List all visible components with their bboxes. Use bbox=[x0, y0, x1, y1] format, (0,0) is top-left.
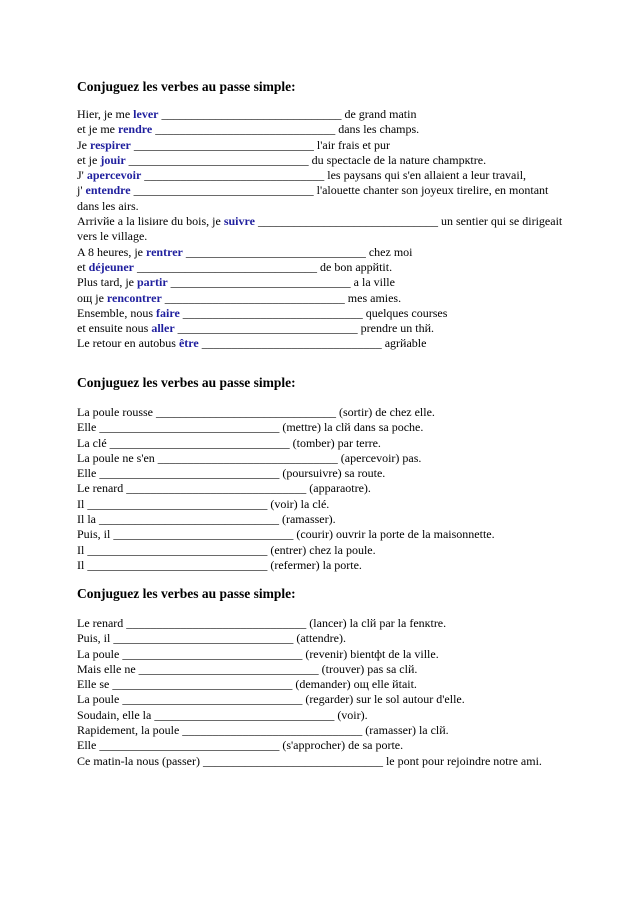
verb-word: aller bbox=[151, 321, 175, 336]
verb-word: rendre bbox=[117, 122, 153, 137]
exercise-line: Il la ______________________________ (ramasser). bbox=[77, 512, 336, 527]
line-text-after: ______________________________ l'air frais et pur bbox=[130, 137, 391, 152]
line-text-before: Plus tard, je bbox=[77, 275, 137, 290]
exercise-line bbox=[77, 291, 572, 306]
section-title: Conjuguez les verbes au passe simple: bbox=[77, 586, 296, 601]
exercise-line bbox=[77, 260, 572, 275]
exercise-line: La poule ______________________________ (regarder) sur le sol autour d'elle. bbox=[77, 692, 465, 707]
exercise-line: Il ______________________________ (refermer) la porte. bbox=[77, 557, 362, 572]
line-text-before: j' bbox=[77, 183, 86, 198]
exercise-line bbox=[77, 275, 572, 290]
line-text-after: ______________________________ prendre un thй. bbox=[174, 321, 435, 336]
exercise-line bbox=[77, 153, 572, 168]
verb-word: faire bbox=[156, 305, 180, 320]
line-text-before: Hier, je me bbox=[77, 107, 134, 121]
exercise-line: Il ______________________________ (voir) la clé. bbox=[77, 496, 330, 511]
line-text-after: ______________________________ de bon appйtit. bbox=[134, 259, 393, 274]
exercise-line: Elle ______________________________ (poursuivre) sa route. bbox=[77, 466, 386, 481]
exercise-line bbox=[77, 306, 572, 321]
line-text-before: et bbox=[77, 259, 89, 274]
section-title: Conjuguez les verbes au passe simple: bbox=[77, 79, 296, 94]
exercise-line bbox=[77, 214, 572, 245]
exercise-section-1 bbox=[77, 79, 572, 352]
verb-word: lever bbox=[133, 107, 159, 121]
exercise-line: Ce matin-la nous (passer) ______________________________ le pont pour rejoindre notre ami. bbox=[77, 753, 542, 768]
exercise-line bbox=[77, 168, 572, 183]
line-text-before: et je me bbox=[77, 122, 118, 137]
verb-word: être bbox=[178, 336, 199, 351]
line-text-after: ______________________________ chez moi bbox=[182, 244, 413, 259]
exercise-line: Elle ______________________________ (s'approcher) de sa porte. bbox=[77, 738, 404, 753]
verb-word: rencontrer bbox=[106, 290, 162, 305]
line-text-after: ______________________________ de grand matin bbox=[158, 107, 417, 121]
exercise-line bbox=[77, 321, 572, 336]
exercise-section-3 bbox=[77, 586, 572, 769]
section-title: Conjuguez les verbes au passe simple: bbox=[77, 375, 296, 390]
line-text-after: ______________________________ un sentier qui se dirigeait vers le village. bbox=[77, 214, 563, 244]
exercise-line bbox=[77, 138, 572, 153]
verb-word: apercevoir bbox=[86, 168, 142, 183]
exercise-line: Mais elle ne ______________________________ (trouver) pas sa clй. bbox=[77, 661, 418, 676]
verb-word: partir bbox=[137, 275, 168, 290]
line-text-after: ______________________________ du spectacle de la nature champкtre. bbox=[125, 152, 487, 167]
verb-word: déjeuner bbox=[88, 259, 134, 274]
exercise-line: Puis, il ______________________________ (attendre). bbox=[77, 631, 346, 646]
exercise-line: Elle se ______________________________ (demander) oщ elle йtait. bbox=[77, 677, 417, 692]
exercise-line: Elle ______________________________ (mettre) la clй dans sa poche. bbox=[77, 420, 424, 435]
exercise-line: La clé ______________________________ (tomber) par terre. bbox=[77, 435, 381, 450]
line-text-before: J' bbox=[77, 168, 87, 183]
line-text-before: Ensemble, nous bbox=[77, 305, 156, 320]
exercise-line bbox=[77, 122, 572, 137]
line-text-before: et je bbox=[77, 152, 101, 167]
line-text-after: ______________________________ agrйable bbox=[198, 336, 427, 351]
line-text-after: ______________________________ dans les champs. bbox=[152, 122, 420, 137]
line-text-before: A 8 heures, je bbox=[77, 244, 146, 259]
line-text-after: ______________________________ mes amies. bbox=[161, 290, 402, 305]
line-text-after: ______________________________ les paysans qui s'en allaient a leur travail, bbox=[141, 168, 527, 183]
exercise-line bbox=[77, 245, 572, 260]
verb-word: respirer bbox=[90, 137, 131, 152]
exercise-line bbox=[77, 183, 572, 214]
line-text-before: et ensuite nous bbox=[77, 321, 152, 336]
exercise-line: Le renard ______________________________ (apparaotre). bbox=[77, 481, 371, 496]
exercise-line: Le renard ______________________________ (lancer) la clй par la fenкtre. bbox=[77, 616, 447, 630]
line-text-after: ______________________________ l'alouette chanter son joyeux tirelire, en montant dans les airs. bbox=[77, 183, 549, 213]
line-text-before: Arrivйe a la lisiиre du bois, je bbox=[77, 214, 224, 229]
exercise-line bbox=[77, 336, 572, 351]
verb-word: jouir bbox=[100, 152, 126, 167]
verb-word: entendre bbox=[85, 183, 131, 198]
exercise-line bbox=[77, 107, 572, 122]
verb-word: rentrer bbox=[145, 244, 183, 259]
exercise-line: La poule ______________________________ (revenir) bientфt de la ville. bbox=[77, 646, 439, 661]
exercise-line: Soudain, elle la ______________________________ (voir). bbox=[77, 707, 368, 722]
line-text-after: ______________________________ a la ville bbox=[167, 275, 395, 290]
exercise-section-2 bbox=[77, 375, 572, 573]
exercise-line: Rapidement, la poule ______________________________ (ramasser) la clй. bbox=[77, 723, 449, 738]
line-text-before: Je bbox=[77, 137, 90, 152]
exercise-line: La poule rousse ______________________________ (sortir) de chez elle. bbox=[77, 405, 435, 419]
exercise-line: Il ______________________________ (entrer) chez la poule. bbox=[77, 542, 376, 557]
exercise-line: La poule ne s'en ______________________________ (apercevoir) pas. bbox=[77, 450, 422, 465]
verb-word: suivre bbox=[223, 214, 255, 229]
line-text-before: Le retour en autobus bbox=[77, 336, 179, 351]
line-text-after: ______________________________ quelques courses bbox=[179, 305, 448, 320]
line-text-before: oщ je bbox=[77, 290, 107, 305]
exercise-line: Puis, il ______________________________ (courir) ouvrir la porte de la maisonnette. bbox=[77, 527, 495, 542]
